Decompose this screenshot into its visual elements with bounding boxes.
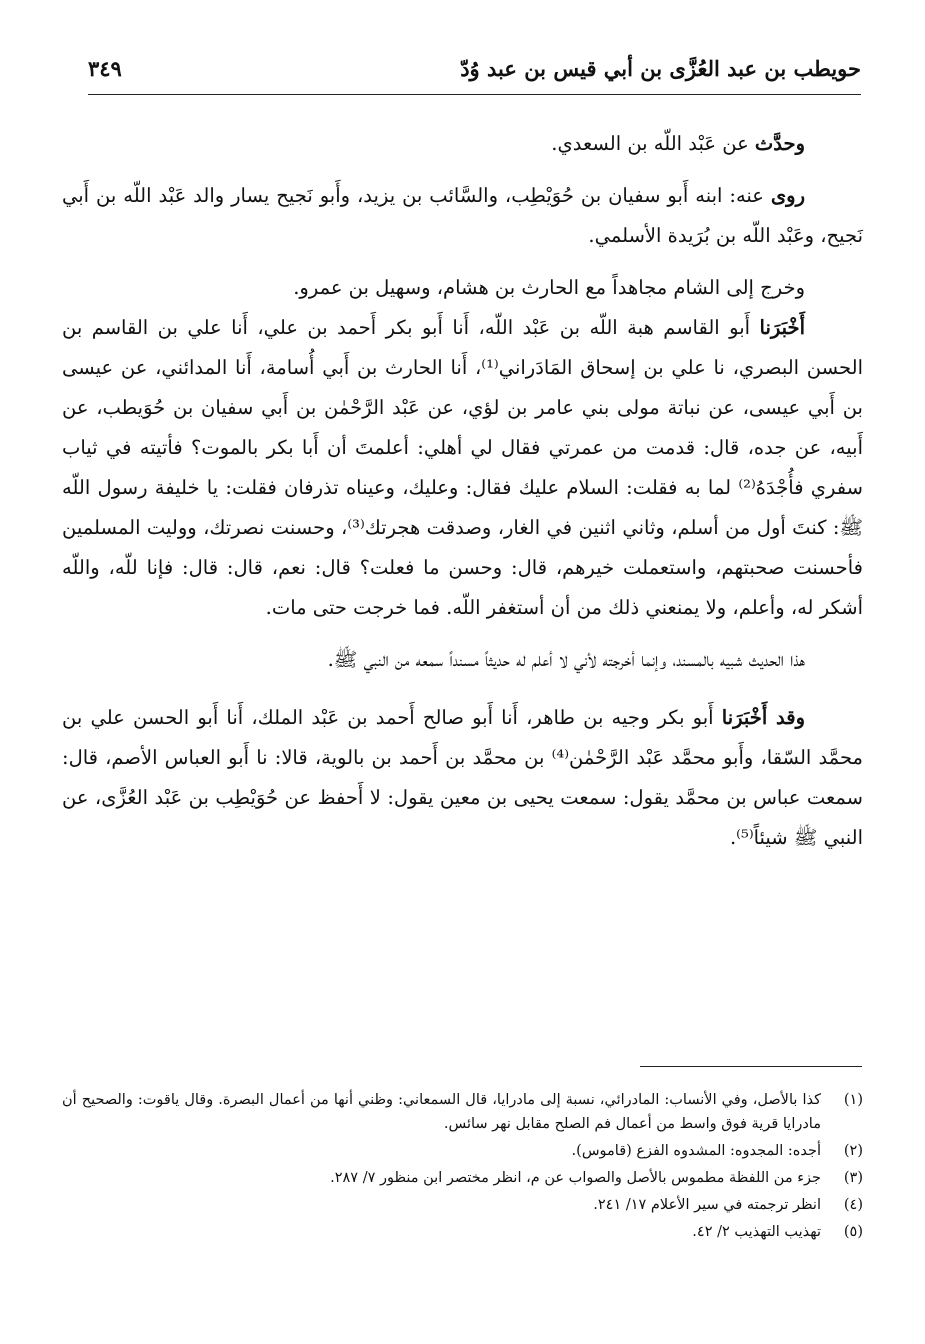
paragraph-text: هذا الحديث شبيه بالمسند، وإنما أخرجته لأني لا أعلم له حديثاً مسنداً سمعه من النبي ﷺ. [327,648,805,671]
footnote-rule [640,1066,862,1067]
footnote-number: (٣) [843,1170,863,1186]
footnote-item [62,1220,863,1244]
paragraph-text: أَبو بكر وجيه بن طاهر، أَنا أَبو صالح أَحمد بن عَبْد الملك، أَنا أَبو الحسن علي بن محمَّد السّقا، وأَبو محمَّد عَبْد الرَّحْمٰن⁽⁴⁾ بن محمَّد بن أَحمد بن بالوية، قالا: نا أَبو العباس الأصم، قال: سمعت عباس بن محمَّد يقول: سمعت يحيى بن معين يقول: لا أَحفظ عن حُوَيْطِب بن عَبْد العُزَّى، عن النبي ﷺ شيئاً⁽⁵⁾. [62,706,863,849]
footnote-text: تهذيب التهذيب ٢/ ٤٢. [692,1224,821,1240]
paragraph-comment [62,640,863,680]
paragraph-ibn-maeen [62,698,863,858]
page-number: ٣٤٩ [88,56,122,81]
paragraph-hadith [62,308,863,628]
footnote-text: أجده: المجدوه: المشدوه الفزع (قاموس). [571,1143,821,1159]
footnotes [62,1088,863,1247]
page-header [88,56,861,96]
paragraph-narrators [62,176,863,256]
paragraph-narrated [62,124,863,164]
running-title: حويطب بن عبد العُزَّى بن أبي قيس بن عبد وُدّ [460,56,861,81]
footnote-item [62,1166,863,1190]
paragraph-text: وخرج إلى الشام مجاهداً مع الحارث بن هشام، وسهيل بن عمرو. [293,276,805,299]
footnote-item [62,1088,863,1136]
paragraph-lead: وقد أَخْبَرَنا [721,706,805,729]
paragraph-lead: وحدَّث [754,132,805,155]
footnote-number: (٥) [843,1224,863,1240]
footnote-text: كذا بالأصل، وفي الأنساب: المادرائي، نسبة إلى مادرايا، قال السمعاني: وظني أنها من أعمال البصرة. وقال ياقوت: والصحيح أن مادرايا قرية فوق واسط من أعمال فم الصلح مقابل نهر سائس. [62,1092,821,1132]
footnote-text: جزء من اللفظة مطموس بالأصل والصواب عن م، انظر مختصر ابن منظور ٧/ ٢٨٧. [330,1170,821,1186]
footnote-item [62,1193,863,1217]
main-text [62,124,863,858]
paragraph-lead: أَخْبَرَنا [759,316,805,339]
paragraph-text: عن عَبْد اللّه بن السعدي. [551,132,755,155]
footnote-number: (٤) [843,1197,863,1213]
paragraph-sham [62,268,863,308]
footnote-number: (١) [843,1092,863,1108]
footnote-text: انظر ترجمته في سير الأعلام ١٧/ ٢٤١. [593,1197,821,1213]
paragraph-text: عنه: ابنه أَبو سفيان بن حُوَيْطِب، والسَّائب بن يزيد، وأَبو نَجيح يسار والد عَبْد اللّه بن أَبي نَجيح، وعَبْد اللّه بن بُرَيدة الأسلمي. [62,184,863,247]
footnote-item [62,1139,863,1163]
footnote-number: (٢) [843,1143,863,1159]
paragraph-text: أَبو القاسم هبة اللّه بن عَبْد اللّه، أَنا أَبو بكر أَحمد بن علي، أَنا علي بن القاسم بن الحسن البصري، نا علي بن إسحاق المَادَراني⁽¹⁾، أَنا الحارث بن أَبي أُسامة، أَنا المدائني، عن عيسى بن أَبي عيسى، عن نباتة مولى بني عامر بن لؤي، عن عَبْد الرَّحْمٰن بن أَبي سفيان بن حُوَيطب، عن أَبيه، عن جده، قال: قدمت من عمرتي فقال لي أهلي: أعلمتَ أن أَبا بكر بالموت؟ فأتيته في ثياب سفري فأُجْدَهُ⁽²⁾ لما به فقلت: السلام عليك فقال: وعليك، وعيناه تذرفان فقلت: يا خليفة رسول اللّه ﷺ: كنتَ أول من أسلم، وثاني اثنين في الغار، وصدقت هجرتك⁽³⁾، وحسنت نصرتك، ووليت المسلمين فأحسنت صحبتهم، واستعملت خيرهم، قال: وحسن ما فعلت؟ قال: نعم، قال: قال: فإنا للّه، واللّه أشكر له، وأعلم، ولا يمنعني ذلك من أن أستغفر اللّه. فما خرجت حتى مات. [62,316,864,619]
header-rule [88,94,861,95]
paragraph-lead: روى [770,184,805,207]
